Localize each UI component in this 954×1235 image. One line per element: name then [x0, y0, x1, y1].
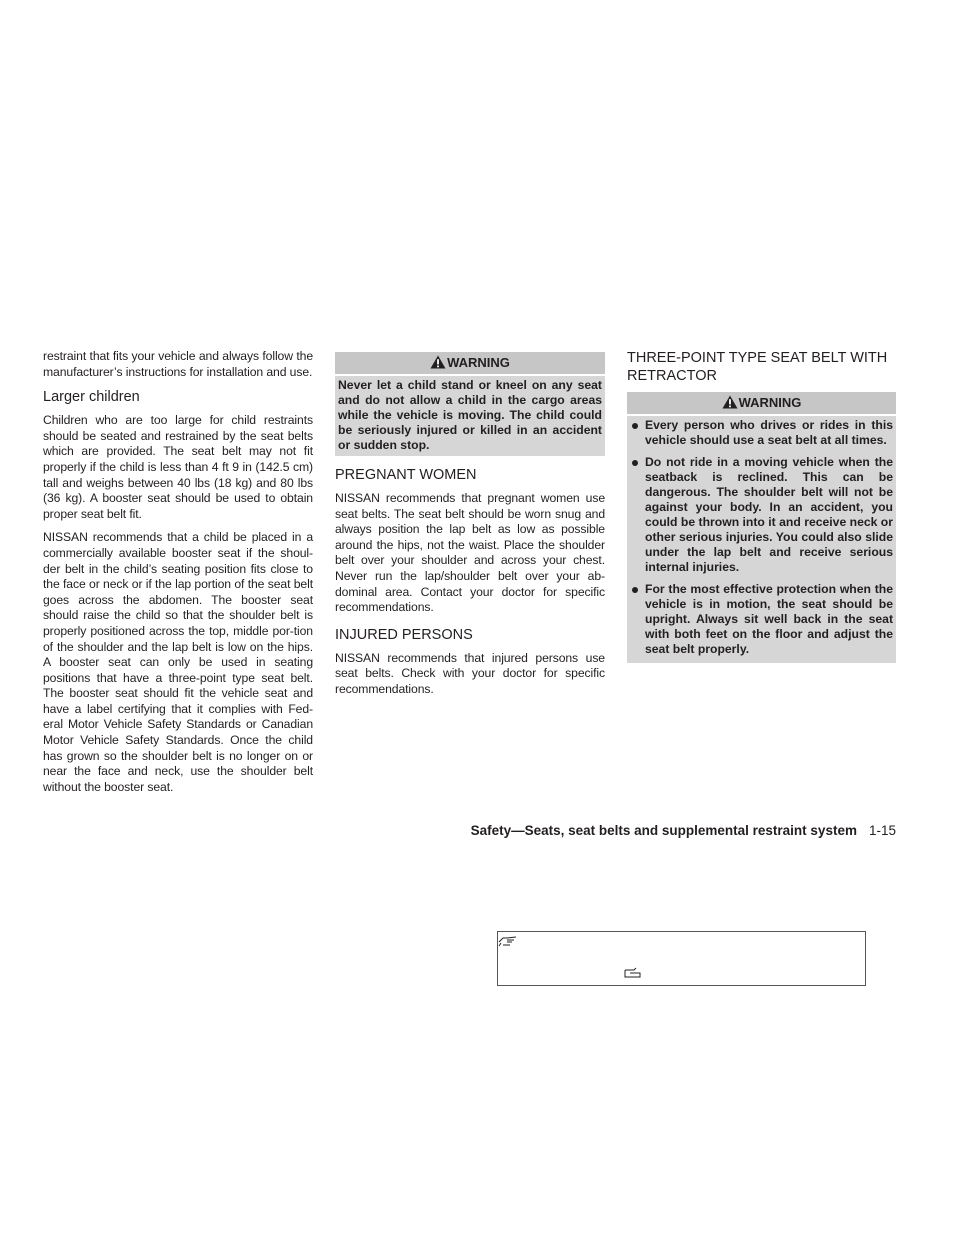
injured-persons-heading: INJURED PERSONS	[335, 626, 473, 643]
warning-text: Never let a child stand or kneel on any seat and do not allow a child in the cargo areas while the vehicle is moving. The child could be seriously injured or killed in an accident or sudden stop.	[338, 378, 602, 452]
middle-column	[335, 349, 605, 706]
warning-header	[335, 352, 605, 376]
left-column	[43, 349, 313, 803]
warning-title: WARNING	[447, 355, 510, 370]
warning-triangle-icon	[722, 395, 738, 409]
pointing-hand-icon	[624, 967, 644, 979]
right-column	[627, 349, 896, 671]
bullet-icon	[632, 587, 638, 593]
warning-list	[627, 416, 896, 657]
pregnant-women-heading: PREGNANT WOMEN	[335, 467, 477, 483]
warning-title: WARNING	[738, 395, 802, 410]
pointing-hand-icon	[498, 935, 518, 947]
larger-children-paragraph-2: NISSAN recommends that a child be placed in a commercially available booster seat if the shoul-der belt in the child’s seating position fits close to the face or neck or if the lap portion of the seat belt goes across the abdomen. The booster seat should raise the child so that the shoulder belt is properly positioned across the top, middle por-tion of the shoulder and the lap belt is low on the hips. A booster seat can only be used in seating positions that have a three-point type seat belt. The booster seat should fit the vehicle seat and have a label certifying that it complies with Fed-eral Motor Vehicle Safety Standards or Canadian Motor Vehicle Safety Standards. Once the child has grown so the shoulder belt is no longer on or near the face and neck, use the shoulder belt without the booster seat.	[43, 530, 313, 794]
bullet-icon	[632, 423, 638, 429]
page-footer	[300, 822, 896, 840]
three-point-seat-belt-heading: THREE-POINT TYPE SEAT BELT WITH RETRACTOR	[627, 350, 888, 384]
warning-list-item	[630, 455, 893, 575]
warning-item-text: Every person who drives or rides in this vehicle should use a seat belt at all times.	[645, 418, 893, 447]
intro-paragraph: restraint that fits your vehicle and always follow the manufacturer’s instructions for installation and use.	[43, 349, 313, 379]
warning-item-text: For the most effective protection when the vehicle is in motion, the seat should be upright. Always sit well back in the seat with both feet on the floor and adjust the seat belt properly.	[645, 582, 893, 656]
seat-belt-warning-box	[627, 392, 896, 663]
warning-triangle-icon	[430, 355, 446, 369]
warning-list-item	[630, 582, 893, 657]
page-number: 1-15	[868, 823, 896, 838]
bullet-icon	[632, 460, 638, 466]
note-box	[497, 931, 866, 986]
warning-list-item	[630, 418, 893, 448]
warning-item-text: Do not ride in a moving vehicle when the seatback is reclined. This can be dangerous. The shoulder belt will not be against your body. In an accident, you could be thrown into it and receive neck or other serious injuries. You could also slide under the lap belt and receive serious internal injuries.	[645, 455, 893, 574]
footer-section-title: Safety—Seats, seat belts and supplemental restraint system	[470, 823, 857, 838]
pregnant-women-text: NISSAN recommends that pregnant women use seat belts. The seat belt should be worn snug and always position the lap belt as low as possible around the hips, not the waist. Place the shoulder belt over your shoulder and across your chest. Never run the lap/shoulder belt over your ab-dominal area. Contact your doctor for specific recommendations.	[335, 491, 605, 615]
injured-persons-text: NISSAN recommends that injured persons use seat belts. Check with your doctor for specific recommendations.	[335, 650, 605, 696]
warning-header	[627, 392, 896, 416]
larger-children-paragraph-1: Children who are too large for child restraints should be seated and restrained by the seat belts which are provided. The seat belt may not fit properly if the child is less than 4 ft 9 in (142.5 cm) tall and weighs between 40 lbs (18 kg) and 80 lbs (36 kg). A booster seat should be used to obtain proper seat belt fit.	[43, 413, 313, 521]
child-warning-box	[335, 352, 605, 456]
larger-children-heading: Larger children	[43, 389, 140, 406]
